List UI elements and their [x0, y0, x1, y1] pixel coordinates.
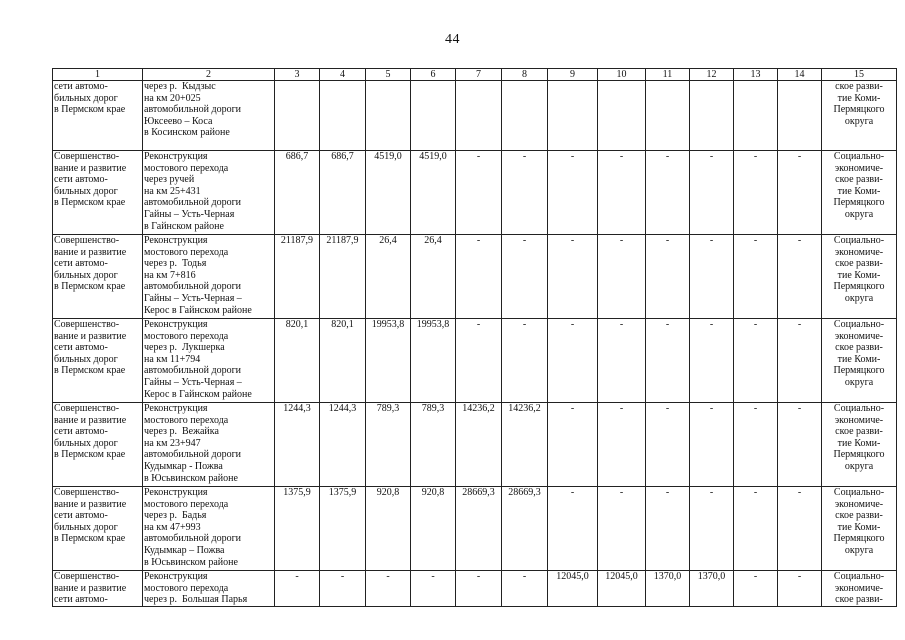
amount-cell: -: [690, 403, 734, 487]
amount-cell: 1375,9: [275, 487, 320, 571]
col-number-cell: 5: [366, 69, 411, 81]
amount-cell: -: [690, 151, 734, 235]
col-number-cell: 12: [690, 69, 734, 81]
amount-cell: -: [734, 235, 778, 319]
amount-cell: 19953,8: [411, 319, 456, 403]
col-number-cell: 14: [778, 69, 822, 81]
amount-cell: -: [778, 571, 822, 607]
amount-cell: -: [690, 235, 734, 319]
amount-cell: -: [646, 319, 690, 403]
amount-cell: -: [502, 319, 548, 403]
amount-cell: -: [598, 151, 646, 235]
amount-cell: -: [456, 319, 502, 403]
amount-cell: 920,8: [411, 487, 456, 571]
goal-cell: ское разви- тие Коми- Пермяцкого округа: [822, 81, 897, 151]
amount-cell: -: [646, 235, 690, 319]
amount-cell: 920,8: [366, 487, 411, 571]
activity-cell: Реконструкция мостового перехода через ручей на км 25+431 автомобильной дороги Гайны – Усть-Черная в Гайнском районе: [143, 151, 275, 235]
amount-cell: 12045,0: [598, 571, 646, 607]
table-row: [53, 571, 897, 607]
col-number-cell: 13: [734, 69, 778, 81]
amount-cell: [366, 81, 411, 151]
amount-cell: -: [778, 151, 822, 235]
table-row: [53, 487, 897, 571]
amount-cell: -: [690, 487, 734, 571]
amount-cell: -: [502, 235, 548, 319]
amount-cell: -: [598, 235, 646, 319]
amount-cell: 26,4: [366, 235, 411, 319]
amount-cell: -: [690, 319, 734, 403]
program-name-cell: Совершенство- вание и развитие сети автомо- бильных дорог в Пермском крае: [53, 235, 143, 319]
program-table: [52, 68, 897, 607]
page-number: 44: [445, 32, 460, 47]
amount-cell: -: [275, 571, 320, 607]
amount-cell: -: [778, 403, 822, 487]
col-number-cell: 6: [411, 69, 456, 81]
amount-cell: -: [646, 487, 690, 571]
table-row: [53, 235, 897, 319]
amount-cell: -: [456, 571, 502, 607]
amount-cell: 686,7: [275, 151, 320, 235]
col-number-cell: 4: [320, 69, 366, 81]
amount-cell: -: [548, 487, 598, 571]
amount-cell: -: [548, 235, 598, 319]
amount-cell: 28669,3: [456, 487, 502, 571]
amount-cell: 1370,0: [646, 571, 690, 607]
amount-cell: 21187,9: [320, 235, 366, 319]
goal-cell: Социально- экономиче- ское разви- тие Коми- Пермяцкого округа: [822, 151, 897, 235]
table-row: [53, 319, 897, 403]
activity-cell: через р. Кыдзыс на км 20+025 автомобильной дороги Юксеево – Коса в Косинском районе: [143, 81, 275, 151]
amount-cell: [320, 81, 366, 151]
amount-cell: -: [502, 151, 548, 235]
amount-cell: 4519,0: [411, 151, 456, 235]
col-number-cell: 15: [822, 69, 897, 81]
amount-cell: [598, 81, 646, 151]
amount-cell: 14236,2: [456, 403, 502, 487]
col-number-cell: 7: [456, 69, 502, 81]
amount-cell: 820,1: [320, 319, 366, 403]
amount-cell: -: [778, 487, 822, 571]
amount-cell: [778, 81, 822, 151]
program-name-cell: Совершенство- вание и развитие сети автомо- бильных дорог в Пермском крае: [53, 319, 143, 403]
amount-cell: -: [598, 319, 646, 403]
amount-cell: -: [320, 571, 366, 607]
amount-cell: -: [598, 403, 646, 487]
amount-cell: [734, 81, 778, 151]
amount-cell: -: [734, 151, 778, 235]
amount-cell: -: [456, 235, 502, 319]
amount-cell: 1244,3: [320, 403, 366, 487]
amount-cell: -: [366, 571, 411, 607]
amount-cell: 19953,8: [366, 319, 411, 403]
amount-cell: 4519,0: [366, 151, 411, 235]
amount-cell: -: [646, 403, 690, 487]
goal-cell: Социально- экономиче- ское разви- тие Коми- Пермяцкого округа: [822, 319, 897, 403]
amount-cell: -: [778, 319, 822, 403]
amount-cell: [275, 81, 320, 151]
program-name-cell: Совершенство- вание и развитие сети автомо- бильных дорог в Пермском крае: [53, 403, 143, 487]
amount-cell: -: [411, 571, 456, 607]
col-number-cell: 10: [598, 69, 646, 81]
activity-cell: Реконструкция мостового перехода через р. Бадья на км 47+993 автомобильной дороги Кудымкар – Пожва в Юсьвинском районе: [143, 487, 275, 571]
amount-cell: 686,7: [320, 151, 366, 235]
amount-cell: -: [734, 403, 778, 487]
amount-cell: -: [548, 319, 598, 403]
amount-cell: 1375,9: [320, 487, 366, 571]
column-number-header-row: [53, 69, 897, 81]
goal-cell: Социально- экономиче- ское разви- тие Коми- Пермяцкого округа: [822, 235, 897, 319]
activity-cell: Реконструкция мостового перехода через р. Большая Парья: [143, 571, 275, 607]
amount-cell: 26,4: [411, 235, 456, 319]
table-row: [53, 151, 897, 235]
amount-cell: -: [646, 151, 690, 235]
amount-cell: 820,1: [275, 319, 320, 403]
amount-cell: 14236,2: [502, 403, 548, 487]
col-number-cell: 1: [53, 69, 143, 81]
amount-cell: -: [734, 319, 778, 403]
amount-cell: -: [598, 487, 646, 571]
amount-cell: 1244,3: [275, 403, 320, 487]
amount-cell: -: [778, 235, 822, 319]
amount-cell: -: [734, 487, 778, 571]
program-name-cell: Совершенство- вание и развитие сети автомо- бильных дорог в Пермском крае: [53, 151, 143, 235]
amount-cell: -: [502, 571, 548, 607]
amount-cell: 12045,0: [548, 571, 598, 607]
amount-cell: [690, 81, 734, 151]
activity-cell: Реконструкция мостового перехода через р. Тодья на км 7+816 автомобильной дороги Гайны – Усть-Черная – Керос в Гайнском районе: [143, 235, 275, 319]
amount-cell: [646, 81, 690, 151]
amount-cell: 789,3: [411, 403, 456, 487]
amount-cell: 1370,0: [690, 571, 734, 607]
activity-cell: Реконструкция мостового перехода через р. Лукшерка на км 11+794 автомобильной дороги Гайны – Усть-Черная – Керос в Гайнском районе: [143, 319, 275, 403]
amount-cell: [548, 81, 598, 151]
amount-cell: -: [548, 151, 598, 235]
program-name-cell: Совершенство- вание и развитие сети автомо- бильных дорог в Пермском крае: [53, 487, 143, 571]
amount-cell: -: [548, 403, 598, 487]
goal-cell: Социально- экономиче- ское разви- тие Коми- Пермяцкого округа: [822, 403, 897, 487]
amount-cell: 789,3: [366, 403, 411, 487]
col-number-cell: 11: [646, 69, 690, 81]
col-number-cell: 2: [143, 69, 275, 81]
amount-cell: [502, 81, 548, 151]
amount-cell: [411, 81, 456, 151]
amount-cell: -: [456, 151, 502, 235]
activity-cell: Реконструкция мостового перехода через р. Вежайка на км 23+947 автомобильной дороги Кудымкар - Пожва в Юсьвинском районе: [143, 403, 275, 487]
amount-cell: 21187,9: [275, 235, 320, 319]
amount-cell: 28669,3: [502, 487, 548, 571]
col-number-cell: 8: [502, 69, 548, 81]
col-number-cell: 3: [275, 69, 320, 81]
goal-cell: Социально- экономиче- ское разви- тие Коми- Пермяцкого округа: [822, 487, 897, 571]
col-number-cell: 9: [548, 69, 598, 81]
table-row: [53, 403, 897, 487]
program-name-cell: сети автомо- бильных дорог в Пермском крае: [53, 81, 143, 151]
amount-cell: -: [734, 571, 778, 607]
amount-cell: [456, 81, 502, 151]
program-name-cell: Совершенство- вание и развитие сети автомо-: [53, 571, 143, 607]
table-row: [53, 81, 897, 151]
goal-cell: Социально- экономиче- ское разви-: [822, 571, 897, 607]
